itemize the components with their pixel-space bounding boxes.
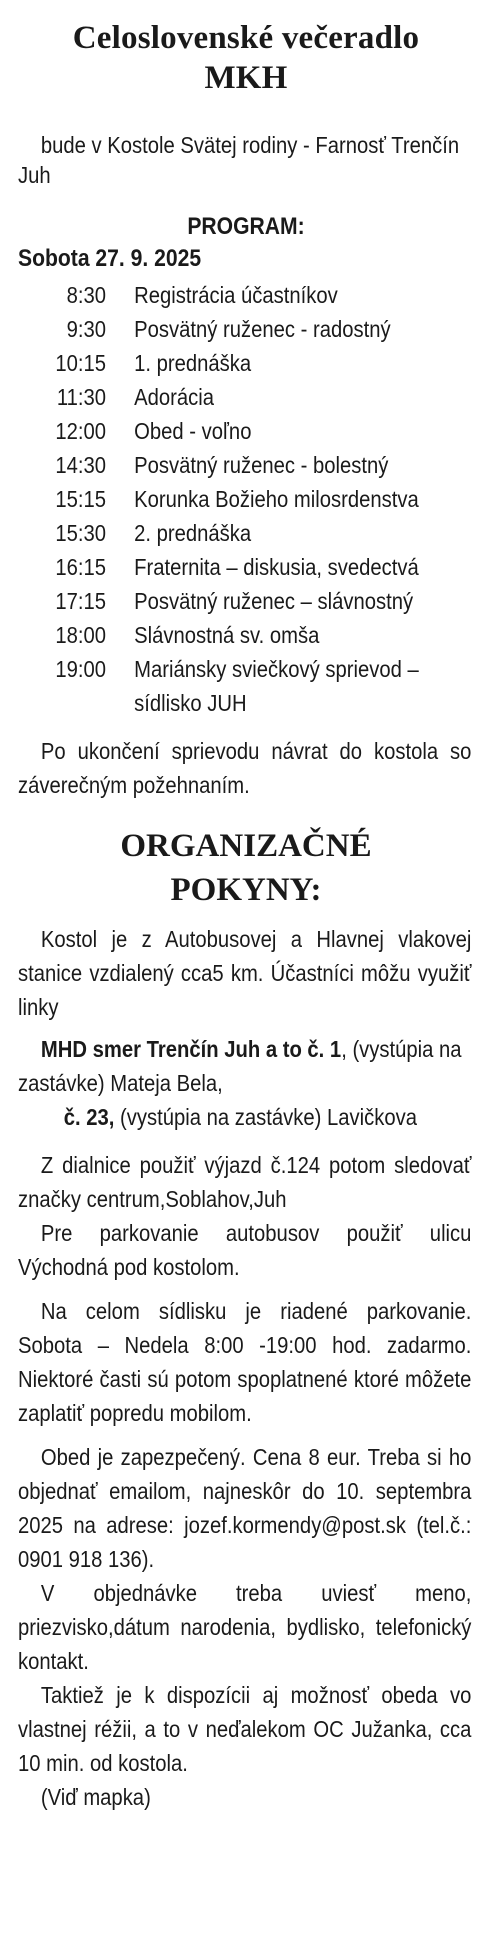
mhd-line-1 bbox=[18, 1032, 471, 1100]
mhd-line-1-bold: MHD smer Trenčín Juh a to č. 1 bbox=[40, 1036, 342, 1062]
schedule-time bbox=[18, 414, 106, 448]
schedule-row bbox=[18, 618, 471, 652]
schedule-event: Posvätný ruženec – slávnostný bbox=[134, 588, 414, 614]
schedule-time-label: 14:30 bbox=[55, 452, 106, 478]
schedule-time-label: 15:15 bbox=[55, 486, 106, 512]
schedule-row bbox=[18, 312, 471, 346]
schedule-time bbox=[18, 516, 106, 550]
mhd-line-1-rest: , (vystúpia na zastávke) Mateja Bela, bbox=[18, 1036, 462, 1096]
schedule-event: Obed - voľno bbox=[134, 418, 252, 444]
page-title-abbrev: MKH bbox=[204, 60, 288, 96]
schedule-time bbox=[18, 584, 106, 618]
title-block bbox=[18, 18, 474, 98]
schedule-event: Adorácia bbox=[134, 384, 215, 410]
schedule-time-label: 16:15 bbox=[55, 554, 106, 580]
schedule-time bbox=[18, 448, 106, 482]
schedule-row bbox=[18, 278, 471, 312]
schedule-time-label: 15:30 bbox=[55, 520, 106, 546]
schedule-time bbox=[18, 312, 106, 346]
mhd-line-2-bold: č. 23, bbox=[63, 1104, 115, 1130]
schedule-event: Fraternita – diskusia, svedectvá bbox=[134, 554, 419, 580]
schedule-time-label: 12:00 bbox=[55, 418, 106, 444]
schedule-row bbox=[18, 516, 471, 550]
page-title: Celoslovenské večeradlo bbox=[72, 20, 420, 56]
schedule-event: Mariánsky sviečkový sprievod – sídlisko JUH bbox=[134, 656, 419, 716]
program-closing: Po ukončení sprievodu návrat do kostola so záverečným požehnaním. bbox=[18, 738, 472, 798]
mhd-line-2-rest: (vystúpia na zastávke) Lavičkova bbox=[114, 1104, 418, 1130]
intro-text: bude v Kostole Svätej rodiny - Farnosť Trenčín Juh bbox=[18, 132, 460, 188]
section-title-line1: ORGANIZAČNÉ bbox=[120, 828, 372, 864]
schedule-row bbox=[18, 346, 471, 380]
org-paragraph-transport: Kostol je z Autobusovej a Hlavnej vlakovej stanice vzdialený cca5 km. Účastníci môžu využiť linky bbox=[18, 926, 472, 1020]
schedule-event: Slávnostná sv. omša bbox=[134, 622, 320, 648]
schedule-row bbox=[18, 550, 471, 584]
schedule-row bbox=[18, 448, 471, 482]
schedule-event: Registrácia účastníkov bbox=[134, 282, 338, 308]
schedule-time-label: 19:00 bbox=[55, 656, 106, 682]
schedule-time-label: 17:15 bbox=[55, 588, 106, 614]
schedule-time bbox=[18, 550, 106, 584]
org-paragraph-own-lunch: Taktiež je k dispozícii aj možnosť obeda vo vlastnej réžii, a to v neďalekom OC Južanka, cca 10 min. od kostola. bbox=[18, 1682, 472, 1776]
program-heading: PROGRAM: bbox=[187, 213, 305, 240]
schedule-row bbox=[18, 482, 471, 516]
schedule-time-label: 8:30 bbox=[66, 282, 106, 308]
schedule-time bbox=[18, 346, 106, 380]
schedule-row bbox=[18, 584, 471, 618]
schedule-event: Posvätný ruženec - bolestný bbox=[134, 452, 389, 478]
schedule-event: 2. prednáška bbox=[134, 520, 252, 546]
org-paragraph-bus-parking: Pre parkovanie autobusov použiť ulicu Východná pod kostolom. bbox=[18, 1220, 472, 1280]
schedule-time bbox=[18, 482, 106, 516]
org-paragraph-highway: Z dialnice použiť výjazd č.124 potom sledovať značky centrum,Soblahov,Juh bbox=[18, 1152, 472, 1212]
schedule-row bbox=[18, 380, 471, 414]
program-date: Sobota 27. 9. 2025 bbox=[18, 245, 202, 272]
schedule-time bbox=[18, 618, 106, 652]
program-schedule bbox=[18, 278, 471, 720]
org-paragraph-order: V objednávke treba uviesť meno, priezvisko,dátum narodenia, bydlisko, telefonický kontakt. bbox=[18, 1580, 472, 1674]
schedule-event: Korunka Božieho milosrdenstva bbox=[134, 486, 419, 512]
org-paragraph-lunch: Obed je zapezpečený. Cena 8 eur. Treba si ho objednať emailom, najneskôr do 10. septembra 2025 na adrese: jozef.kormendy@post.sk (tel.č.: 0901 918 136). bbox=[18, 1444, 472, 1572]
schedule-time-label: 18:00 bbox=[55, 622, 106, 648]
schedule-event: 1. prednáška bbox=[134, 350, 252, 376]
org-paragraph-map-ref: (Viď mapka) bbox=[40, 1784, 151, 1810]
section-title-line2: POKYNY: bbox=[170, 872, 322, 908]
section-title bbox=[18, 824, 474, 912]
schedule-event: Posvätný ruženec - radostný bbox=[134, 316, 391, 342]
schedule-row bbox=[18, 414, 471, 448]
org-paragraph-parking: Na celom sídlisku je riadené parkovanie. Sobota – Nedela 8:00 -19:00 hod. zadarmo. Niektoré časti sú potom spoplatnené ktoré môžete zaplatiť popredu mobilom. bbox=[18, 1298, 472, 1426]
schedule-time bbox=[18, 278, 106, 312]
mhd-line-2 bbox=[18, 1100, 492, 1134]
schedule-row bbox=[18, 652, 471, 720]
schedule-time-label: 11:30 bbox=[56, 384, 106, 410]
schedule-time-label: 9:30 bbox=[66, 316, 106, 342]
schedule-time bbox=[18, 380, 106, 414]
schedule-time-label: 10:15 bbox=[55, 350, 106, 376]
schedule-time bbox=[18, 652, 106, 720]
